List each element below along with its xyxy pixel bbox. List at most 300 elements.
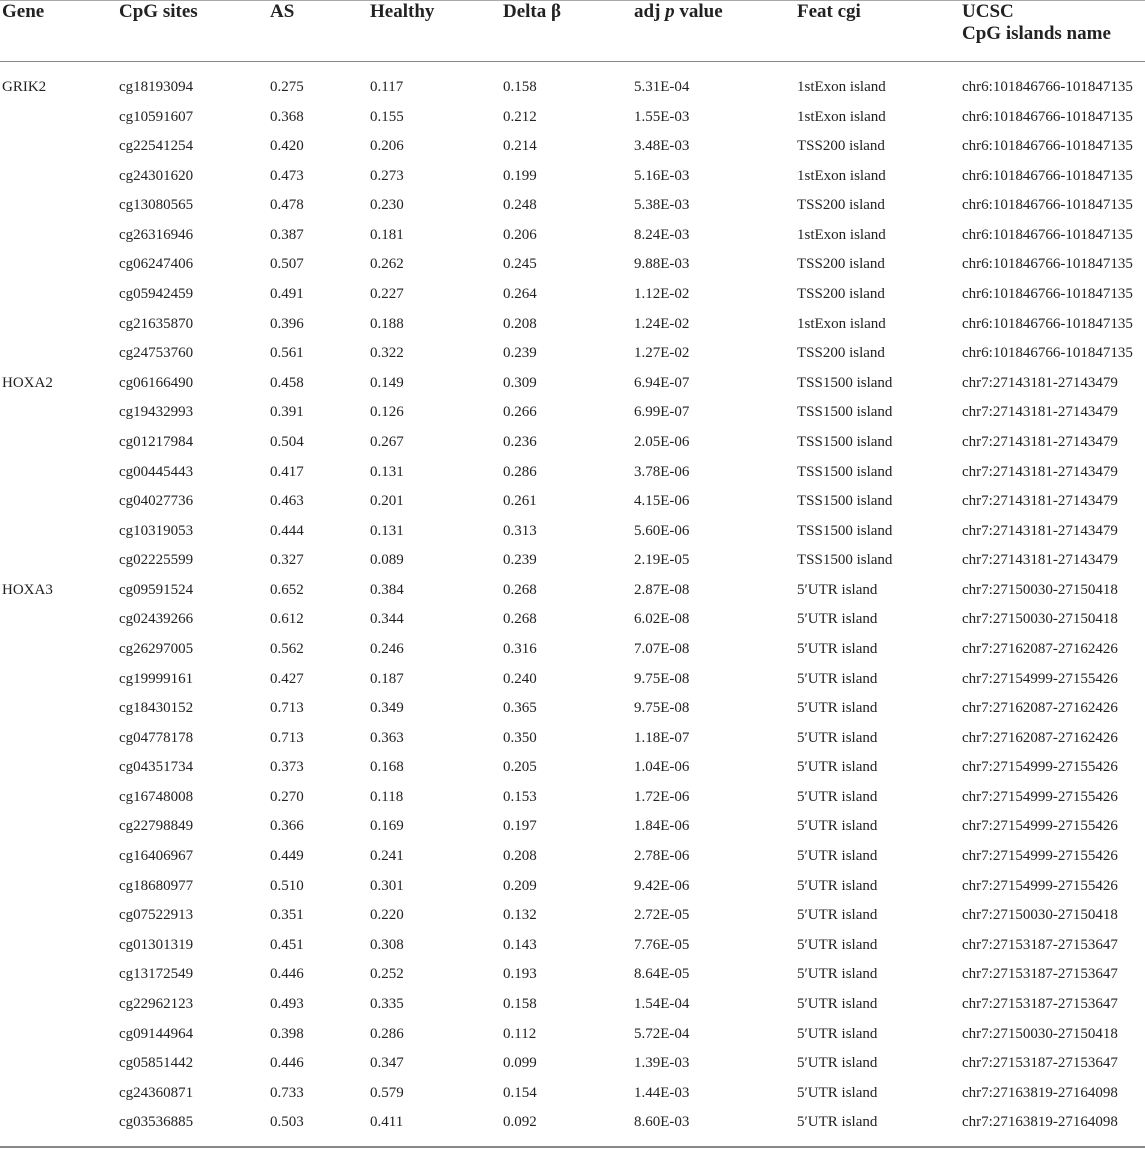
cell-delta-beta: 0.197	[503, 818, 537, 835]
table-row	[0, 753, 1145, 783]
cell-delta-beta: 0.214	[503, 138, 537, 155]
table-row	[0, 73, 1145, 103]
cell-as: 0.493	[270, 995, 304, 1012]
cell-feat-cgi: TSS200 island	[797, 345, 885, 362]
cell-cpg-site: cg22962123	[119, 995, 194, 1012]
cell-feat-cgi: 5′UTR island	[797, 640, 878, 657]
cell-healthy: 0.169	[370, 818, 404, 835]
table-row	[0, 665, 1145, 695]
header-adj-p-prefix: adj	[634, 1, 661, 22]
cell-ucsc-island: chr7:27162087-27162426	[962, 729, 1118, 746]
cell-ucsc-island: chr7:27154999-27155426	[962, 759, 1118, 776]
cell-delta-beta: 0.248	[503, 197, 537, 214]
cell-delta-beta: 0.158	[503, 995, 537, 1012]
cell-delta-beta: 0.206	[503, 226, 537, 243]
header-feat-cgi: Feat cgi	[797, 1, 861, 22]
cell-healthy: 0.349	[370, 700, 404, 717]
cell-cpg-site: cg02439266	[119, 611, 194, 628]
cell-feat-cgi: TSS200 island	[797, 197, 885, 214]
cell-feat-cgi: 5′UTR island	[797, 966, 878, 983]
cell-feat-cgi: 1stExon island	[797, 167, 886, 184]
table-row	[0, 783, 1145, 813]
cell-as: 0.652	[270, 581, 304, 598]
cell-ucsc-island: chr7:27143181-27143479	[962, 522, 1118, 539]
table-row	[0, 931, 1145, 961]
cell-ucsc-island: chr7:27154999-27155426	[962, 877, 1118, 894]
cell-cpg-site: cg13080565	[119, 197, 194, 214]
table-row	[0, 191, 1145, 221]
cell-cpg-site: cg26316946	[119, 226, 194, 243]
table-header-row	[0, 0, 1145, 60]
cell-ucsc-island: chr7:27162087-27162426	[962, 640, 1118, 657]
table-row	[0, 960, 1145, 990]
cell-as: 0.733	[270, 1084, 304, 1101]
cell-adj-p-value: 5.72E-04	[634, 1025, 690, 1042]
cell-adj-p-value: 1.44E-03	[634, 1084, 690, 1101]
cell-cpg-site: cg05942459	[119, 286, 194, 303]
cell-ucsc-island: chr7:27154999-27155426	[962, 788, 1118, 805]
cell-adj-p-value: 8.64E-05	[634, 966, 690, 983]
cell-adj-p-value: 9.88E-03	[634, 256, 690, 273]
cell-feat-cgi: TSS200 island	[797, 138, 885, 155]
cell-as: 0.373	[270, 759, 304, 776]
cell-delta-beta: 0.143	[503, 936, 537, 953]
cell-delta-beta: 0.205	[503, 759, 537, 776]
cell-as: 0.398	[270, 1025, 304, 1042]
cell-ucsc-island: chr7:27150030-27150418	[962, 1025, 1118, 1042]
cell-cpg-site: cg19432993	[119, 404, 194, 421]
cell-healthy: 0.230	[370, 197, 404, 214]
cell-as: 0.561	[270, 345, 304, 362]
cell-cpg-site: cg03536885	[119, 1114, 194, 1131]
cell-adj-p-value: 9.42E-06	[634, 877, 690, 894]
table-row	[0, 546, 1145, 576]
cell-healthy: 0.579	[370, 1084, 404, 1101]
cell-ucsc-island: chr7:27150030-27150418	[962, 581, 1118, 598]
cell-ucsc-island: chr7:27154999-27155426	[962, 818, 1118, 835]
cell-adj-p-value: 2.87E-08	[634, 581, 690, 598]
cell-delta-beta: 0.316	[503, 640, 537, 657]
cell-adj-p-value: 3.48E-03	[634, 138, 690, 155]
cell-cpg-site: cg00445443	[119, 463, 194, 480]
cell-adj-p-value: 1.84E-06	[634, 818, 690, 835]
cell-delta-beta: 0.365	[503, 700, 537, 717]
cell-feat-cgi: TSS200 island	[797, 286, 885, 303]
cell-adj-p-value: 1.72E-06	[634, 788, 690, 805]
cell-as: 0.510	[270, 877, 304, 894]
cell-ucsc-island: chr7:27150030-27150418	[962, 611, 1118, 628]
cell-ucsc-island: chr6:101846766-101847135	[962, 138, 1133, 155]
cell-adj-p-value: 1.04E-06	[634, 759, 690, 776]
table-row	[0, 162, 1145, 192]
cell-healthy: 0.301	[370, 877, 404, 894]
cell-delta-beta: 0.099	[503, 1055, 537, 1072]
cell-delta-beta: 0.208	[503, 315, 537, 332]
cell-as: 0.449	[270, 848, 304, 865]
table-row	[0, 990, 1145, 1020]
cell-healthy: 0.347	[370, 1055, 404, 1072]
cell-ucsc-island: chr7:27153187-27153647	[962, 995, 1118, 1012]
cell-healthy: 0.131	[370, 522, 404, 539]
table-row	[0, 369, 1145, 399]
cell-adj-p-value: 5.60E-06	[634, 522, 690, 539]
cell-healthy: 0.252	[370, 966, 404, 983]
cell-healthy: 0.126	[370, 404, 404, 421]
cell-feat-cgi: TSS1500 island	[797, 522, 893, 539]
cell-adj-p-value: 7.76E-05	[634, 936, 690, 953]
cell-ucsc-island: chr7:27163819-27164098	[962, 1114, 1118, 1131]
cell-delta-beta: 0.268	[503, 581, 537, 598]
cell-ucsc-island: chr7:27153187-27153647	[962, 966, 1118, 983]
cell-adj-p-value: 3.78E-06	[634, 463, 690, 480]
cell-healthy: 0.149	[370, 374, 404, 391]
cell-delta-beta: 0.199	[503, 167, 537, 184]
cell-healthy: 0.335	[370, 995, 404, 1012]
cell-cpg-site: cg05851442	[119, 1055, 194, 1072]
cell-feat-cgi: 5′UTR island	[797, 818, 878, 835]
cell-delta-beta: 0.158	[503, 79, 537, 95]
cell-cpg-site: cg26297005	[119, 640, 194, 657]
cell-feat-cgi: 5′UTR island	[797, 877, 878, 894]
cell-feat-cgi: 5′UTR island	[797, 670, 878, 687]
cell-cpg-site: cg01217984	[119, 433, 194, 450]
table-bottom-rule	[0, 1146, 1145, 1148]
cell-adj-p-value: 9.75E-08	[634, 670, 690, 687]
cell-healthy: 0.131	[370, 463, 404, 480]
cell-healthy: 0.168	[370, 759, 404, 776]
cell-adj-p-value: 2.05E-06	[634, 433, 690, 450]
cell-adj-p-value: 4.15E-06	[634, 493, 690, 510]
cell-adj-p-value: 6.99E-07	[634, 404, 690, 421]
cell-cpg-site: cg04351734	[119, 759, 194, 776]
header-adj-p-italic: p	[665, 1, 675, 22]
cell-feat-cgi: TSS1500 island	[797, 493, 893, 510]
cell-gene: HOXA2	[2, 374, 53, 391]
header-healthy: Healthy	[370, 1, 435, 22]
cell-as: 0.713	[270, 729, 304, 746]
table-row	[0, 901, 1145, 931]
cell-delta-beta: 0.092	[503, 1114, 537, 1131]
cell-feat-cgi: TSS1500 island	[797, 374, 893, 391]
cell-delta-beta: 0.112	[503, 1025, 537, 1042]
cell-feat-cgi: 1stExon island	[797, 315, 886, 332]
cell-ucsc-island: chr6:101846766-101847135	[962, 197, 1133, 214]
cell-ucsc-island: chr7:27154999-27155426	[962, 670, 1118, 687]
cell-healthy: 0.384	[370, 581, 404, 598]
table-row	[0, 576, 1145, 606]
cell-adj-p-value: 8.24E-03	[634, 226, 690, 243]
cell-as: 0.368	[270, 108, 304, 125]
cell-healthy: 0.118	[370, 788, 404, 805]
cell-ucsc-island: chr6:101846766-101847135	[962, 108, 1133, 125]
table-row	[0, 605, 1145, 635]
cell-cpg-site: cg06247406	[119, 256, 194, 273]
cell-cpg-site: cg09591524	[119, 581, 194, 598]
cell-delta-beta: 0.245	[503, 256, 537, 273]
cell-ucsc-island: chr7:27143181-27143479	[962, 404, 1118, 421]
cell-healthy: 0.155	[370, 108, 404, 125]
cell-ucsc-island: chr7:27163819-27164098	[962, 1084, 1118, 1101]
cell-adj-p-value: 1.39E-03	[634, 1055, 690, 1072]
table-row	[0, 132, 1145, 162]
cell-healthy: 0.241	[370, 848, 404, 865]
cell-ucsc-island: chr7:27143181-27143479	[962, 374, 1118, 391]
cell-delta-beta: 0.154	[503, 1084, 537, 1101]
table-row	[0, 487, 1145, 517]
cell-feat-cgi: TSS1500 island	[797, 404, 893, 421]
cell-adj-p-value: 9.75E-08	[634, 700, 690, 717]
cell-delta-beta: 0.208	[503, 848, 537, 865]
cell-cpg-site: cg04778178	[119, 729, 194, 746]
cell-delta-beta: 0.239	[503, 345, 537, 362]
table-row	[0, 1108, 1145, 1138]
cell-feat-cgi: TSS1500 island	[797, 433, 893, 450]
cell-cpg-site: cg19999161	[119, 670, 194, 687]
cell-ucsc-island: chr6:101846766-101847135	[962, 345, 1133, 362]
cell-healthy: 0.246	[370, 640, 404, 657]
table-row	[0, 872, 1145, 902]
cell-adj-p-value: 1.24E-02	[634, 315, 690, 332]
table-row	[0, 103, 1145, 133]
cell-adj-p-value: 2.78E-06	[634, 848, 690, 865]
cell-adj-p-value: 5.16E-03	[634, 167, 690, 184]
table-row	[0, 310, 1145, 340]
cell-feat-cgi: 5′UTR island	[797, 729, 878, 746]
cell-delta-beta: 0.261	[503, 493, 537, 510]
table-header-rule	[0, 61, 1145, 62]
cell-adj-p-value: 1.27E-02	[634, 345, 690, 362]
cell-as: 0.366	[270, 818, 304, 835]
cell-cpg-site: cg24360871	[119, 1084, 194, 1101]
cell-cpg-site: cg10319053	[119, 522, 194, 539]
table-row	[0, 812, 1145, 842]
cell-cpg-site: cg22798849	[119, 818, 194, 835]
cell-healthy: 0.201	[370, 493, 404, 510]
table-row	[0, 428, 1145, 458]
cell-healthy: 0.227	[370, 286, 404, 303]
cell-as: 0.504	[270, 433, 304, 450]
cell-adj-p-value: 1.12E-02	[634, 286, 690, 303]
cell-ucsc-island: chr7:27153187-27153647	[962, 1055, 1118, 1072]
cell-as: 0.503	[270, 1114, 304, 1131]
cell-feat-cgi: 5′UTR island	[797, 788, 878, 805]
cell-healthy: 0.308	[370, 936, 404, 953]
cell-ucsc-island: chr7:27143181-27143479	[962, 493, 1118, 510]
cell-cpg-site: cg01301319	[119, 936, 194, 953]
cell-feat-cgi: TSS200 island	[797, 256, 885, 273]
cell-adj-p-value: 1.55E-03	[634, 108, 690, 125]
cell-cpg-site: cg02225599	[119, 552, 194, 569]
cell-adj-p-value: 7.07E-08	[634, 640, 690, 657]
cell-feat-cgi: 5′UTR island	[797, 1114, 878, 1131]
cell-healthy: 0.187	[370, 670, 404, 687]
cell-cpg-site: cg09144964	[119, 1025, 194, 1042]
cell-healthy: 0.206	[370, 138, 404, 155]
cell-as: 0.275	[270, 79, 304, 95]
cell-as: 0.396	[270, 315, 304, 332]
cell-adj-p-value: 1.18E-07	[634, 729, 690, 746]
cell-as: 0.391	[270, 404, 304, 421]
cell-delta-beta: 0.264	[503, 286, 537, 303]
cell-healthy: 0.181	[370, 226, 404, 243]
table-row	[0, 635, 1145, 665]
cell-healthy: 0.322	[370, 345, 404, 362]
cell-as: 0.427	[270, 670, 304, 687]
table-body	[0, 73, 1145, 1138]
cell-as: 0.562	[270, 640, 304, 657]
cell-feat-cgi: 1stExon island	[797, 226, 886, 243]
cell-as: 0.446	[270, 966, 304, 983]
cell-ucsc-island: chr7:27150030-27150418	[962, 907, 1118, 924]
cell-feat-cgi: 5′UTR island	[797, 995, 878, 1012]
cell-ucsc-island: chr7:27162087-27162426	[962, 700, 1118, 717]
cell-feat-cgi: 1stExon island	[797, 108, 886, 125]
cell-feat-cgi: 5′UTR island	[797, 936, 878, 953]
cell-healthy: 0.363	[370, 729, 404, 746]
cell-healthy: 0.220	[370, 907, 404, 924]
cell-as: 0.451	[270, 936, 304, 953]
table-row	[0, 339, 1145, 369]
cell-as: 0.458	[270, 374, 304, 391]
header-ucsc-line1: UCSC	[962, 1, 1014, 22]
cell-cpg-site: cg18430152	[119, 700, 194, 717]
cell-ucsc-island: chr6:101846766-101847135	[962, 167, 1133, 184]
cell-ucsc-island: chr7:27153187-27153647	[962, 936, 1118, 953]
cell-cpg-site: cg10591607	[119, 108, 194, 125]
table-row	[0, 221, 1145, 251]
table-row	[0, 517, 1145, 547]
cell-as: 0.417	[270, 463, 304, 480]
cell-healthy: 0.344	[370, 611, 404, 628]
table-row	[0, 398, 1145, 428]
cell-delta-beta: 0.212	[503, 108, 537, 125]
cell-feat-cgi: TSS1500 island	[797, 463, 893, 480]
cell-cpg-site: cg13172549	[119, 966, 194, 983]
header-ucsc-line2: CpG islands name	[962, 23, 1111, 44]
cell-as: 0.491	[270, 286, 304, 303]
cell-ucsc-island: chr7:27154999-27155426	[962, 848, 1118, 865]
header-as: AS	[270, 1, 295, 22]
cell-delta-beta: 0.193	[503, 966, 537, 983]
cell-ucsc-island: chr6:101846766-101847135	[962, 226, 1133, 243]
cell-gene: HOXA3	[2, 581, 53, 598]
cell-ucsc-island: chr7:27143181-27143479	[962, 552, 1118, 569]
cell-adj-p-value: 5.31E-04	[634, 79, 690, 95]
cell-ucsc-island: chr6:101846766-101847135	[962, 286, 1133, 303]
cell-adj-p-value: 8.60E-03	[634, 1114, 690, 1131]
cell-ucsc-island: chr6:101846766-101847135	[962, 79, 1133, 95]
cell-as: 0.270	[270, 788, 304, 805]
cell-adj-p-value: 2.72E-05	[634, 907, 690, 924]
cell-delta-beta: 0.132	[503, 907, 537, 924]
cell-cpg-site: cg04027736	[119, 493, 194, 510]
cell-delta-beta: 0.240	[503, 670, 537, 687]
header-ucsc-cpg-islands-name	[962, 1, 1111, 45]
cell-as: 0.463	[270, 493, 304, 510]
cell-healthy: 0.089	[370, 552, 404, 569]
cell-cpg-site: cg22541254	[119, 138, 194, 155]
table-row	[0, 1020, 1145, 1050]
cell-as: 0.612	[270, 611, 304, 628]
cell-healthy: 0.117	[370, 79, 404, 95]
table-row	[0, 694, 1145, 724]
cell-cpg-site: cg06166490	[119, 374, 194, 391]
cell-feat-cgi: 5′UTR island	[797, 1025, 878, 1042]
cell-as: 0.351	[270, 907, 304, 924]
cell-feat-cgi: 5′UTR island	[797, 759, 878, 776]
cell-as: 0.713	[270, 700, 304, 717]
cell-gene: GRIK2	[2, 79, 47, 95]
cell-ucsc-island: chr7:27143181-27143479	[962, 463, 1118, 480]
cell-delta-beta: 0.286	[503, 463, 537, 480]
cell-adj-p-value: 1.54E-04	[634, 995, 690, 1012]
cell-delta-beta: 0.268	[503, 611, 537, 628]
cell-feat-cgi: 5′UTR island	[797, 581, 878, 598]
header-gene: Gene	[2, 1, 45, 22]
cell-healthy: 0.188	[370, 315, 404, 332]
cell-feat-cgi: 1stExon island	[797, 79, 886, 95]
cell-cpg-site: cg16406967	[119, 848, 194, 865]
cell-delta-beta: 0.239	[503, 552, 537, 569]
table-row	[0, 724, 1145, 754]
cell-healthy: 0.267	[370, 433, 404, 450]
table-row	[0, 250, 1145, 280]
cell-delta-beta: 0.236	[503, 433, 537, 450]
cell-as: 0.507	[270, 256, 304, 273]
table-row	[0, 1079, 1145, 1109]
table-row	[0, 1049, 1145, 1079]
cell-cpg-site: cg21635870	[119, 315, 194, 332]
cell-as: 0.327	[270, 552, 304, 569]
cell-as: 0.446	[270, 1055, 304, 1072]
table-row	[0, 280, 1145, 310]
cell-ucsc-island: chr7:27143181-27143479	[962, 433, 1118, 450]
cell-feat-cgi: TSS1500 island	[797, 552, 893, 569]
cell-feat-cgi: 5′UTR island	[797, 700, 878, 717]
cell-delta-beta: 0.313	[503, 522, 537, 539]
cell-feat-cgi: 5′UTR island	[797, 848, 878, 865]
cell-delta-beta: 0.209	[503, 877, 537, 894]
header-delta-beta: Delta β	[503, 1, 562, 22]
cell-as: 0.387	[270, 226, 304, 243]
cell-adj-p-value: 6.94E-07	[634, 374, 690, 391]
cell-cpg-site: cg16748008	[119, 788, 194, 805]
header-adj-p-suffix: value	[679, 1, 723, 22]
cell-adj-p-value: 5.38E-03	[634, 197, 690, 214]
cell-cpg-site: cg18193094	[119, 79, 194, 95]
table-row	[0, 842, 1145, 872]
cell-healthy: 0.411	[370, 1114, 404, 1131]
cell-cpg-site: cg18680977	[119, 877, 194, 894]
cell-as: 0.444	[270, 522, 304, 539]
cell-ucsc-island: chr6:101846766-101847135	[962, 315, 1133, 332]
cell-feat-cgi: 5′UTR island	[797, 1084, 878, 1101]
header-adj-p-value	[634, 1, 723, 23]
cell-feat-cgi: 5′UTR island	[797, 611, 878, 628]
cell-cpg-site: cg07522913	[119, 907, 194, 924]
cell-adj-p-value: 6.02E-08	[634, 611, 690, 628]
cell-delta-beta: 0.153	[503, 788, 537, 805]
cell-feat-cgi: 5′UTR island	[797, 1055, 878, 1072]
cell-as: 0.420	[270, 138, 304, 155]
cell-as: 0.473	[270, 167, 304, 184]
cell-adj-p-value: 2.19E-05	[634, 552, 690, 569]
cell-healthy: 0.273	[370, 167, 404, 184]
cell-healthy: 0.286	[370, 1025, 404, 1042]
cell-cpg-site: cg24301620	[119, 167, 194, 184]
cell-feat-cgi: 5′UTR island	[797, 907, 878, 924]
cell-cpg-site: cg24753760	[119, 345, 194, 362]
